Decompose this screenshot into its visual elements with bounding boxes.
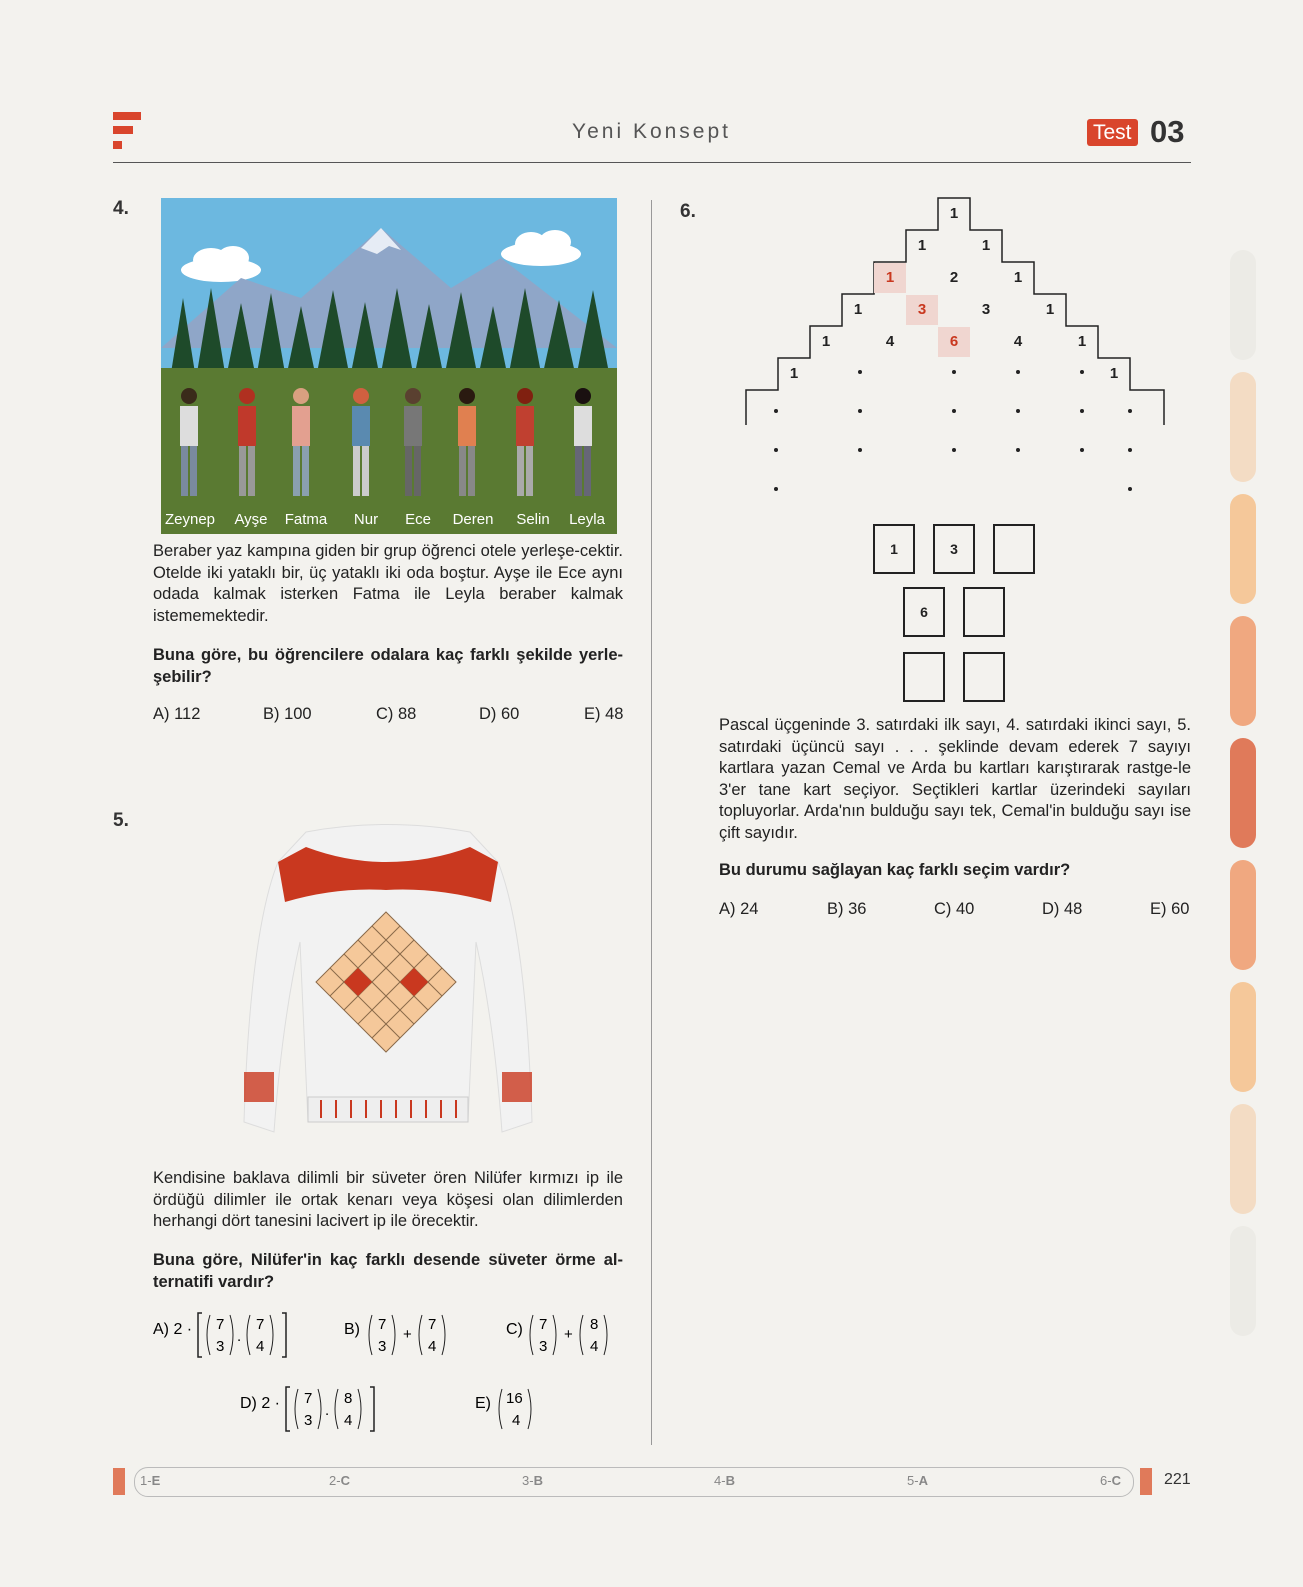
test-badge: Test	[1087, 119, 1138, 146]
svg-text:C): C)	[506, 1321, 523, 1338]
name-fatma: Fatma	[284, 511, 328, 528]
svg-text:+: +	[564, 1326, 573, 1343]
test-number: 03	[1150, 114, 1185, 149]
svg-text:1: 1	[1077, 333, 1087, 350]
footer-marker-right	[1140, 1468, 1152, 1495]
svg-text:7: 7	[256, 1316, 265, 1333]
card-4: 6	[903, 587, 945, 637]
svg-text:4: 4	[344, 1412, 353, 1429]
svg-text:1: 1	[981, 237, 991, 254]
svg-text:3: 3	[539, 1338, 548, 1355]
svg-text:1: 1	[1109, 365, 1119, 382]
svg-text:4: 4	[885, 333, 895, 350]
question-5-prompt: Buna göre, Nilüfer'in kaç farklı desende süveter örme al-ternatifi vardır?	[153, 1251, 623, 1291]
question-6-prompt: Bu durumu sağlayan kaç farklı seçim vardır?	[719, 861, 1071, 879]
q5-option-a[interactable]	[153, 1313, 286, 1357]
svg-text:1: 1	[821, 333, 831, 350]
camp-illustration	[161, 198, 617, 534]
svg-text:1: 1	[1013, 269, 1023, 286]
question-6-text: Pascal üçgeninde 3. satırdaki ilk sayı, 4. satırdaki ikinci sayı, 5. satırdaki üçüncü sayı . . . şeklinde devam ederek 7 sayıyı kartlara yazan Cemal ve Arda bu kartları karıştırarak rastge-le 3'er tane kart seçiyor. Seçtikleri kartlar üzerindeki sayıları topluyorlar. Arda'nın bulduğu sayı tek, Cemal'in bulduğu sayı ise çift sayıdır.	[719, 716, 1191, 842]
svg-text:3: 3	[378, 1338, 387, 1355]
svg-text:3: 3	[917, 301, 927, 318]
svg-text:A) 2 ·: A) 2 ·	[153, 1321, 193, 1338]
svg-text:3: 3	[981, 301, 991, 318]
svg-text:4: 4	[590, 1338, 599, 1355]
header-divider	[113, 162, 1191, 163]
svg-text:7: 7	[539, 1316, 548, 1333]
card-3	[993, 524, 1035, 574]
side-tab-1[interactable]	[1230, 250, 1256, 360]
svg-text:3: 3	[304, 1412, 313, 1429]
question-5-text: Kendisine baklava dilimli bir süveter ören Nilüfer kırmızı ip ile ördüğü dilimler ile ortak kenarı veya köşesi olan dilimlerden herhangi dört tanesini lacivert ip ile örecektir.	[153, 1169, 623, 1230]
svg-text:E): E)	[475, 1395, 491, 1412]
name-nur: Nur	[353, 511, 379, 528]
q6-option-a[interactable]: A) 24	[719, 900, 759, 918]
header-title: Yeni Konsept	[572, 120, 731, 143]
svg-text:+: +	[403, 1326, 412, 1343]
svg-text:7: 7	[304, 1390, 313, 1407]
side-tab-2[interactable]	[1230, 372, 1256, 482]
page-number: 221	[1164, 1471, 1191, 1488]
svg-text:1: 1	[885, 269, 895, 286]
svg-text:6: 6	[949, 333, 959, 350]
question-4-text: Beraber yaz kampına giden bir grup öğrenci otele yerleşe-cektir. Otelde iki yataklı bir, üç yataklı iki oda boştur. Ayşe ile Ece aynı odada kalmak isterken Fatma ile Leyla beraber kalmak istememektedir.	[153, 542, 623, 625]
q5-option-e[interactable]	[475, 1389, 531, 1429]
q4-option-d[interactable]: D) 60	[479, 705, 520, 723]
svg-text:2: 2	[949, 269, 959, 286]
side-tab-9[interactable]	[1230, 1226, 1256, 1336]
svg-text:.: .	[325, 1402, 330, 1419]
svg-text:3: 3	[216, 1338, 225, 1355]
pascal-triangle	[740, 195, 1180, 500]
side-tab-8[interactable]	[1230, 1104, 1256, 1214]
name-selin: Selin	[516, 511, 550, 528]
svg-text:B): B)	[344, 1321, 360, 1338]
name-deren: Deren	[452, 511, 494, 528]
card-6	[903, 652, 945, 702]
svg-text:7: 7	[378, 1316, 387, 1333]
svg-text:7: 7	[216, 1316, 225, 1333]
svg-text:1: 1	[1045, 301, 1055, 318]
svg-text:16: 16	[506, 1390, 523, 1407]
q5-option-c[interactable]	[506, 1315, 607, 1355]
svg-text:1: 1	[789, 365, 799, 382]
q6-option-e[interactable]: E) 60	[1150, 900, 1190, 918]
svg-text:1: 1	[917, 237, 927, 254]
answer-6: 6-C	[1100, 1473, 1121, 1488]
svg-text:7: 7	[428, 1316, 437, 1333]
q6-option-b[interactable]: B) 36	[827, 900, 867, 918]
card-7	[963, 652, 1005, 702]
sweater-illustration	[236, 822, 540, 1152]
side-tab-6[interactable]	[1230, 860, 1256, 970]
answer-1: 1-E	[140, 1473, 161, 1488]
q4-option-e[interactable]: E) 48	[584, 705, 624, 723]
q5-option-d[interactable]	[240, 1387, 374, 1431]
answer-3: 3-B	[522, 1473, 543, 1488]
svg-text:4: 4	[256, 1338, 265, 1355]
name-zeynep: Zeynep	[164, 511, 216, 528]
q5-option-b[interactable]	[344, 1315, 445, 1355]
svg-text:1: 1	[853, 301, 863, 318]
question-5-number: 5.	[113, 810, 129, 831]
answer-key-bar	[134, 1467, 1134, 1497]
question-4-number: 4.	[113, 198, 129, 219]
footer-marker-left	[113, 1468, 125, 1495]
answer-5: 5-A	[907, 1473, 928, 1488]
card-2: 3	[933, 524, 975, 574]
svg-text:8: 8	[344, 1390, 353, 1407]
q4-option-a[interactable]: A) 112	[153, 705, 201, 723]
svg-text:4: 4	[428, 1338, 437, 1355]
column-divider	[651, 200, 652, 1445]
side-tab-3[interactable]	[1230, 494, 1256, 604]
side-tab-7[interactable]	[1230, 982, 1256, 1092]
question-6-number: 6.	[680, 201, 696, 222]
q4-option-b[interactable]: B) 100	[263, 705, 312, 723]
q4-option-c[interactable]: C) 88	[376, 705, 417, 723]
svg-text:D) 2 ·: D) 2 ·	[240, 1395, 280, 1412]
question-4-prompt: Buna göre, bu öğrencilere odalara kaç farklı şekilde yerle-şebilir?	[153, 646, 623, 686]
answer-2: 2-C	[329, 1473, 350, 1488]
q6-option-d[interactable]: D) 48	[1042, 900, 1083, 918]
q6-option-c[interactable]: C) 40	[934, 900, 975, 918]
side-tab-4[interactable]	[1230, 616, 1256, 726]
svg-text:1: 1	[949, 205, 959, 222]
side-tab-5[interactable]	[1230, 738, 1256, 848]
card-5	[963, 587, 1005, 637]
svg-text:8: 8	[590, 1316, 599, 1333]
name-ece: Ece	[405, 511, 431, 528]
name-ayse: Ayşe	[234, 511, 268, 528]
svg-text:4: 4	[512, 1412, 521, 1429]
svg-text:4: 4	[1013, 333, 1023, 350]
card-1: 1	[873, 524, 915, 574]
q5-options	[150, 1305, 630, 1435]
answer-4: 4-B	[714, 1473, 735, 1488]
svg-text:.: .	[237, 1328, 242, 1345]
name-leyla: Leyla	[569, 511, 605, 528]
